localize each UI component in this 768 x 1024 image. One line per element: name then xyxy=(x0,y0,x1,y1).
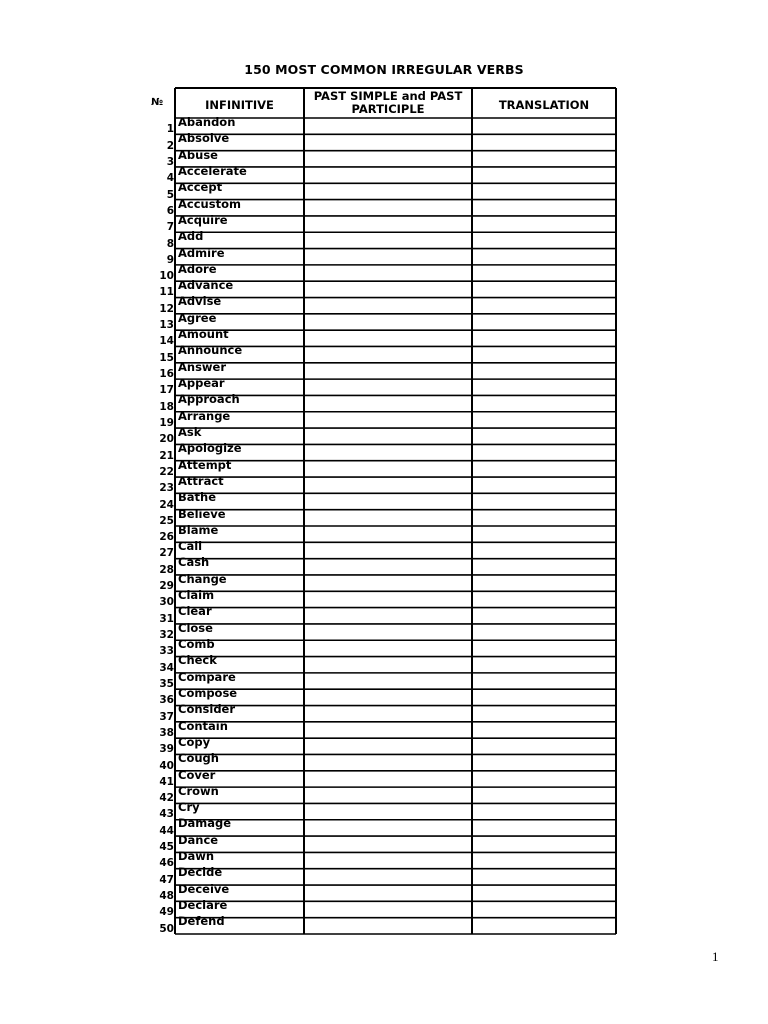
header-past-forms: PAST SIMPLE and PAST PARTICIPLE xyxy=(313,88,463,116)
infinitive-cell: Cover xyxy=(178,767,216,782)
table-row xyxy=(144,212,616,234)
row-number: 27 xyxy=(159,547,174,560)
infinitive-cell: Compare xyxy=(178,669,236,684)
infinitive-cell: Close xyxy=(178,620,213,635)
row-number: 24 xyxy=(159,498,174,511)
infinitive-cell: Amount xyxy=(178,327,229,342)
infinitive-cell: Approach xyxy=(178,392,240,407)
table-row xyxy=(144,783,616,805)
row-number: 47 xyxy=(159,873,174,886)
row-number: 33 xyxy=(159,645,174,658)
row-number: 49 xyxy=(159,906,174,919)
table-row xyxy=(144,408,616,429)
row-number: 11 xyxy=(159,286,174,299)
infinitive-cell: Damage xyxy=(178,816,232,831)
infinitive-cell: Crown xyxy=(178,783,219,798)
row-number: 19 xyxy=(159,416,174,429)
header-number: № xyxy=(151,97,164,108)
header-translation: TRANSLATION xyxy=(498,98,590,112)
infinitive-cell: Change xyxy=(178,571,227,586)
table-row xyxy=(144,718,616,739)
row-number: 37 xyxy=(159,710,174,723)
table-header xyxy=(144,87,616,118)
row-number: 7 xyxy=(166,221,174,234)
infinitive-cell: Defend xyxy=(178,914,225,929)
table-row xyxy=(144,832,616,854)
row-number: 15 xyxy=(159,351,174,364)
row-number: 6 xyxy=(166,204,174,217)
page-title: 150 MOST COMMON IRREGULAR VERBS xyxy=(244,62,524,77)
row-number: 41 xyxy=(159,775,174,788)
table-row xyxy=(144,604,616,625)
row-number: 17 xyxy=(159,384,174,397)
infinitive-cell: Check xyxy=(178,653,217,668)
row-number: 16 xyxy=(159,368,174,380)
row-number: 45 xyxy=(159,841,174,854)
table-body xyxy=(144,115,616,935)
infinitive-cell: Deceive xyxy=(178,881,230,896)
infinitive-cell: Declare xyxy=(178,898,228,912)
row-number: 2 xyxy=(166,139,174,152)
row-number: 36 xyxy=(159,694,174,707)
row-number: 3 xyxy=(166,155,174,168)
row-number: 22 xyxy=(159,465,174,478)
infinitive-cell: Apologize xyxy=(178,441,242,456)
row-number: 13 xyxy=(159,319,174,332)
row-number: 42 xyxy=(159,792,174,805)
infinitive-cell: Accelerate xyxy=(178,163,247,178)
row-number: 50 xyxy=(159,922,174,935)
infinitive-cell: Dance xyxy=(178,832,219,847)
infinitive-cell: Add xyxy=(178,229,204,244)
row-number: 18 xyxy=(159,400,174,413)
table-row xyxy=(144,588,616,609)
page-number: 1 xyxy=(712,949,719,964)
infinitive-cell: Attract xyxy=(178,473,224,488)
table-row xyxy=(144,522,616,544)
infinitive-cell: Agree xyxy=(178,310,217,325)
infinitive-cell: Abandon xyxy=(178,115,236,129)
infinitive-cell: Answer xyxy=(178,359,227,374)
infinitive-cell: Acquire xyxy=(178,212,228,227)
row-number: 26 xyxy=(159,531,174,544)
infinitive-cell: Accustom xyxy=(178,196,241,211)
infinitive-cell: Blame xyxy=(178,522,219,537)
infinitive-cell: Advise xyxy=(178,294,222,309)
header-infinitive: INFINITIVE xyxy=(205,98,274,112)
row-number: 20 xyxy=(159,433,174,446)
infinitive-cell: Appear xyxy=(178,376,225,390)
row-number: 43 xyxy=(159,808,174,821)
infinitive-cell: Absolve xyxy=(178,131,230,146)
row-number: 10 xyxy=(159,270,174,283)
row-number: 34 xyxy=(159,661,174,674)
table-row xyxy=(144,914,616,935)
infinitive-cell: Consider xyxy=(178,702,236,717)
row-number: 40 xyxy=(159,759,174,772)
row-number: 25 xyxy=(159,514,174,527)
row-number: 48 xyxy=(159,890,174,902)
infinitive-cell: Dawn xyxy=(178,849,215,864)
table-row xyxy=(144,539,616,560)
infinitive-cell: Adore xyxy=(178,261,217,276)
row-number: 14 xyxy=(159,335,174,348)
infinitive-cell: Compose xyxy=(178,685,238,700)
row-number: 5 xyxy=(166,188,174,201)
infinitive-cell: Ask xyxy=(178,424,202,439)
infinitive-cell: Copy xyxy=(178,734,211,749)
infinitive-cell: Arrange xyxy=(178,408,231,423)
row-number: 30 xyxy=(159,596,174,609)
infinitive-cell: Decide xyxy=(178,865,223,880)
infinitive-cell: Advance xyxy=(178,278,234,293)
infinitive-cell: Cry xyxy=(178,800,200,815)
infinitive-cell: Cash xyxy=(178,555,210,570)
infinitive-cell: Cough xyxy=(178,751,219,766)
infinitive-cell: Clear xyxy=(178,604,212,619)
row-number: 46 xyxy=(159,857,174,870)
row-number: 39 xyxy=(159,743,174,756)
row-number: 35 xyxy=(159,677,174,690)
row-number: 21 xyxy=(159,449,174,462)
row-number: 28 xyxy=(159,563,174,576)
row-number: 23 xyxy=(159,482,174,495)
infinitive-cell: Believe xyxy=(178,506,226,521)
infinitive-cell: Contain xyxy=(178,718,228,733)
row-number: 29 xyxy=(159,580,174,593)
infinitive-cell: Bathe xyxy=(178,490,217,505)
row-number: 1 xyxy=(166,123,174,136)
infinitive-cell: Claim xyxy=(178,588,215,603)
infinitive-cell: Announce xyxy=(178,343,243,358)
row-number: 9 xyxy=(166,253,174,266)
row-number: 12 xyxy=(159,302,174,315)
row-number: 8 xyxy=(166,237,174,250)
infinitive-cell: Abuse xyxy=(178,147,218,162)
table-row xyxy=(144,620,616,641)
row-number: 32 xyxy=(159,629,174,641)
infinitive-cell: Attempt xyxy=(178,457,232,472)
infinitive-cell: Comb xyxy=(178,637,215,651)
row-number: 38 xyxy=(159,726,174,739)
infinitive-cell: Admire xyxy=(178,245,225,260)
row-number: 4 xyxy=(166,172,174,185)
table-row xyxy=(144,571,616,593)
row-number: 31 xyxy=(159,612,174,625)
infinitive-cell: Call xyxy=(178,539,203,554)
infinitive-cell: Accept xyxy=(178,180,223,195)
verb-table xyxy=(144,87,616,934)
row-number: 44 xyxy=(159,824,174,837)
